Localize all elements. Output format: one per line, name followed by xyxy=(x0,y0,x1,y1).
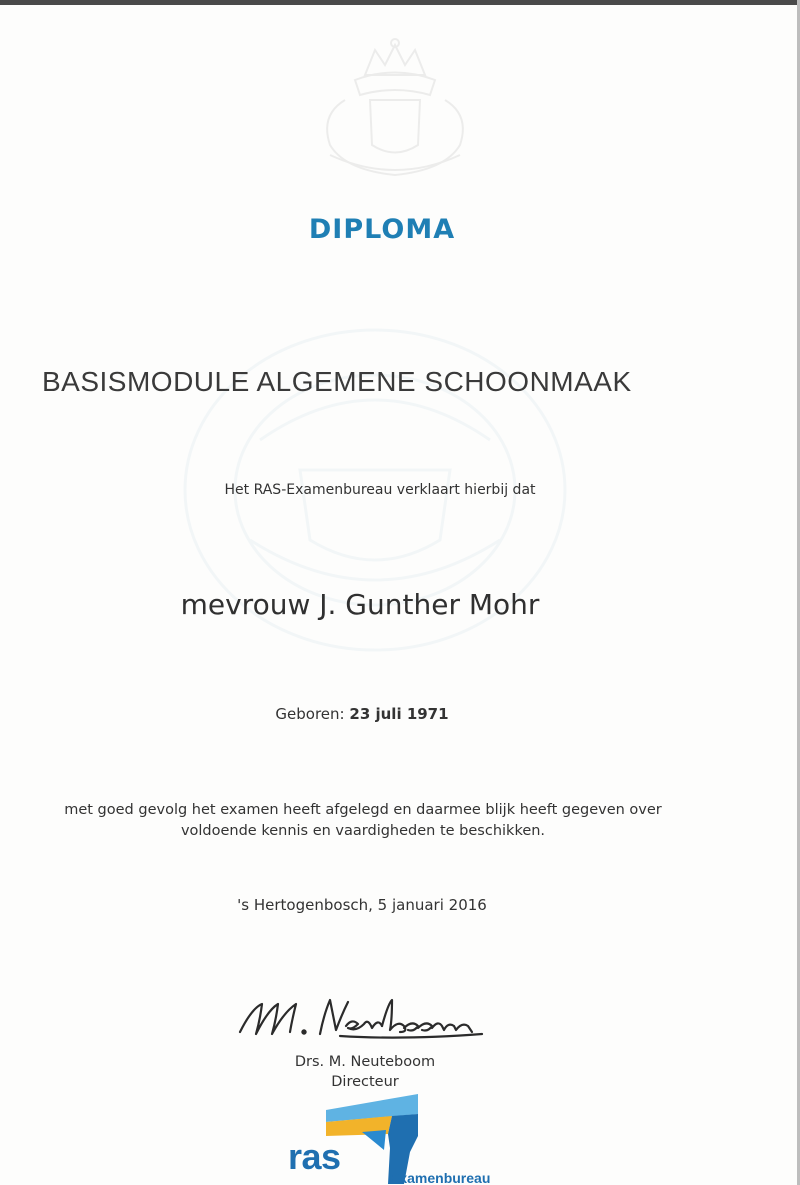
signature-icon xyxy=(232,990,492,1050)
statement-text xyxy=(0,800,763,842)
logo-examenbureau-text: Examenbureau xyxy=(390,1170,491,1185)
module-name: BASISMODULE ALGEMENE SCHOONMAAK xyxy=(42,366,632,397)
recipient-name: mevrouw J. Gunther Mohr xyxy=(180,588,540,621)
declaration-text: Het RAS-Examenbureau verklaart hierbij dat xyxy=(224,482,536,498)
signer-role: Directeur xyxy=(331,1074,399,1090)
signer-name: Drs. M. Neuteboom xyxy=(294,1054,436,1070)
birth-label: Geboren: xyxy=(275,705,345,723)
logo-ras-text: ras xyxy=(288,1136,341,1177)
diploma-title: DIPLOMA xyxy=(308,214,456,245)
birth-line xyxy=(0,705,762,723)
crest-emblem-icon xyxy=(300,35,490,185)
scan-top-edge xyxy=(0,0,800,5)
place-and-date: 's Hertogenbosch, 5 januari 2016 xyxy=(237,896,487,914)
statement-line-2: voldoende kennis en vaardigheden te beschikken. xyxy=(180,823,546,839)
statement-line-1: met goed gevolg het examen heeft afgelegd en daarmee blijk heeft gegeven over xyxy=(64,802,662,818)
signer-block xyxy=(0,1052,765,1092)
ras-logo xyxy=(280,1092,510,1185)
birth-date: 23 juli 1971 xyxy=(349,705,449,723)
